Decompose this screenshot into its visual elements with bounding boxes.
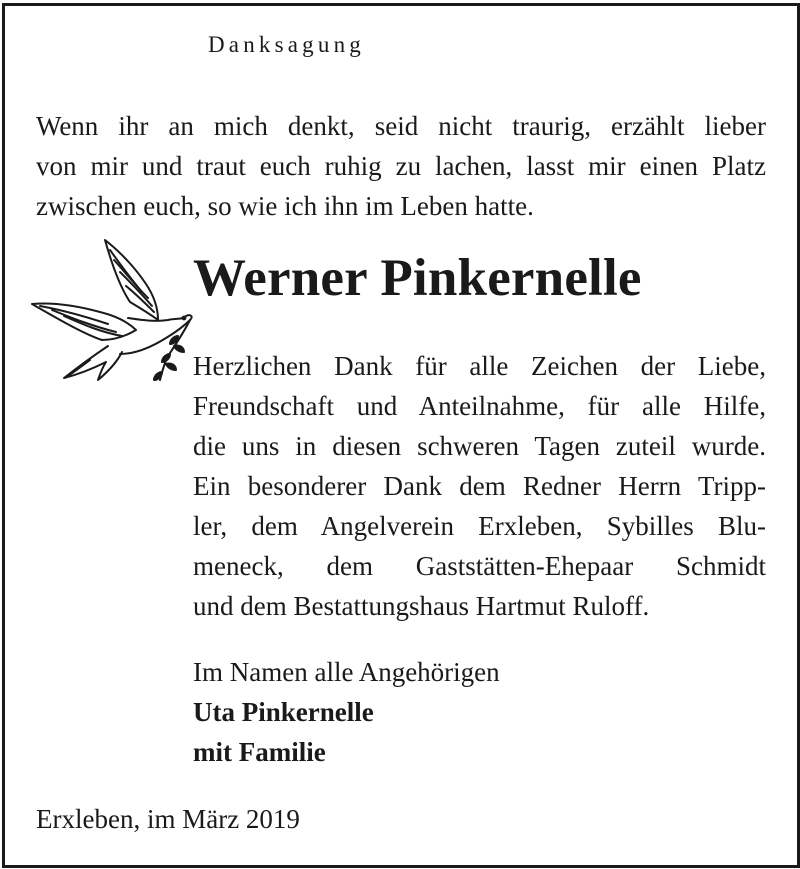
intro-line: zwischen euch, so wie ich ihn im Leben hatte. [36, 191, 534, 221]
intro-line: Wenn ihr an mich denkt, seid nicht traurig, erzählt lieber [36, 111, 766, 141]
thanks-line: die uns in diesen schweren Tagen zuteil wurde. [193, 431, 766, 461]
deceased-name: Werner Pinkernelle [193, 249, 642, 307]
thanks-line: und dem Bestattungshaus Hartmut Ruloff. [193, 591, 650, 621]
signature-name: Uta Pinkernelle [193, 697, 374, 727]
signature-block [193, 652, 500, 772]
intro-line: von mir und traut euch ruhig zu lachen, lasst mir einen Platz [36, 151, 766, 181]
signature-family: mit Familie [193, 737, 326, 767]
dove-with-olive-branch-icon [30, 236, 200, 386]
thanks-line: Ein besonderer Dank dem Redner Herrn Tripp- [193, 471, 766, 501]
notice-heading: Danksagung [208, 32, 365, 57]
thanks-line: Herzlichen Dank für alle Zeichen der Liebe, [193, 351, 766, 381]
signature-intro: Im Namen alle Angehörigen [193, 657, 500, 687]
thanks-line: meneck, dem Gaststätten-Ehepaar Schmidt [193, 551, 766, 581]
intro-quote [36, 106, 766, 226]
place-date: Erxleben, im März 2019 [36, 804, 300, 834]
thanks-paragraph [193, 346, 766, 626]
thanks-line: Freundschaft und Anteilnahme, für alle Hilfe, [193, 391, 766, 421]
thanks-line: ler, dem Angelverein Erxleben, Sybilles Blu- [193, 511, 766, 541]
